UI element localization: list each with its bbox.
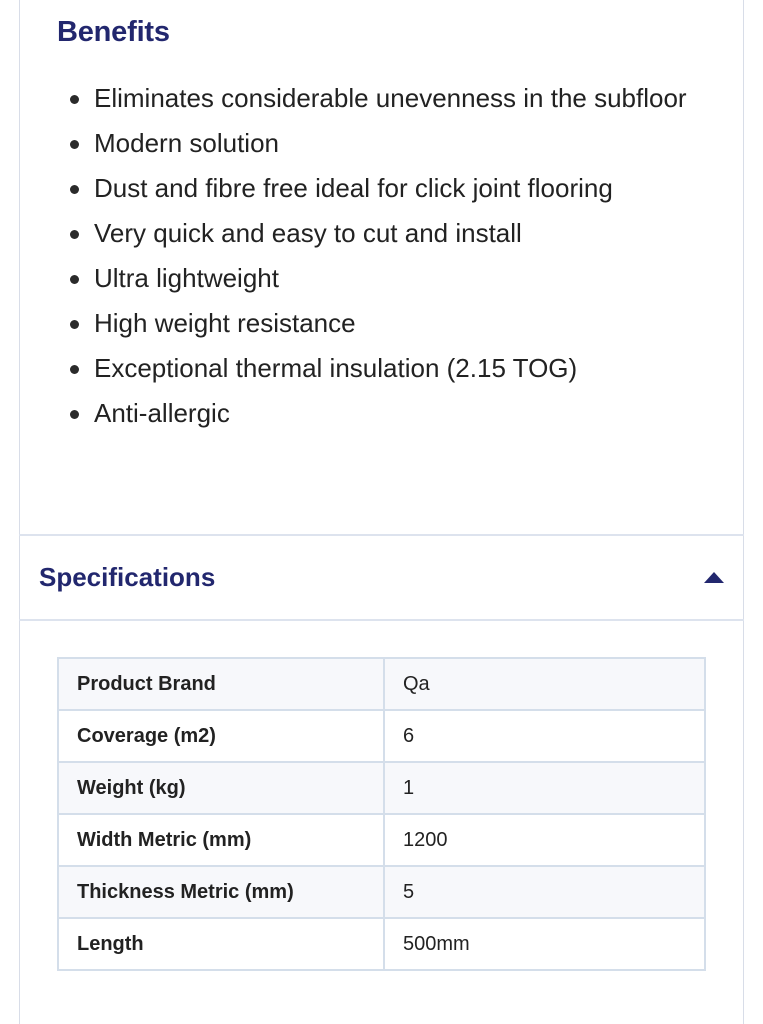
list-item xyxy=(70,346,710,391)
benefit-text: Very quick and easy to cut and install xyxy=(94,218,522,248)
specifications-accordion-header[interactable] xyxy=(19,536,743,619)
spec-label: Length xyxy=(58,918,384,970)
benefits-heading: Benefits xyxy=(57,16,170,48)
bullet-icon xyxy=(70,410,79,419)
spec-label: Product Brand xyxy=(58,658,384,710)
table-row xyxy=(58,866,705,918)
panel-left-border xyxy=(19,0,20,1024)
spec-label: Width Metric (mm) xyxy=(58,814,384,866)
bullet-icon xyxy=(70,365,79,374)
list-item xyxy=(70,256,710,301)
benefit-text: Eliminates considerable unevenness in the subfloor xyxy=(94,83,687,113)
spec-value: 1200 xyxy=(384,814,705,866)
list-item xyxy=(70,121,710,166)
benefit-text: High weight resistance xyxy=(94,308,356,338)
spec-label: Weight (kg) xyxy=(58,762,384,814)
specifications-heading: Specifications xyxy=(39,562,216,592)
benefit-text: Modern solution xyxy=(94,128,279,158)
benefit-text: Ultra lightweight xyxy=(94,263,279,293)
spec-value: 5 xyxy=(384,866,705,918)
benefit-text: Dust and fibre free ideal for click joint flooring xyxy=(94,173,613,203)
table-row xyxy=(58,658,705,710)
spec-label: Coverage (m2) xyxy=(58,710,384,762)
specifications-table xyxy=(57,657,706,971)
table-row xyxy=(58,710,705,762)
benefit-text: Anti-allergic xyxy=(94,398,230,428)
caret-up-icon[interactable] xyxy=(704,572,724,583)
table-row xyxy=(58,762,705,814)
list-item xyxy=(70,391,710,436)
spec-value: Qa xyxy=(384,658,705,710)
panel-right-border xyxy=(743,0,744,1024)
table-row xyxy=(58,918,705,970)
list-item xyxy=(70,76,710,121)
list-item xyxy=(70,301,710,346)
spec-value: 1 xyxy=(384,762,705,814)
bullet-icon xyxy=(70,140,79,149)
bullet-icon xyxy=(70,275,79,284)
spec-value: 500mm xyxy=(384,918,705,970)
list-item xyxy=(70,211,710,256)
spec-label: Thickness Metric (mm) xyxy=(58,866,384,918)
bullet-icon xyxy=(70,95,79,104)
spec-value: 6 xyxy=(384,710,705,762)
benefits-list xyxy=(70,76,710,436)
bullet-icon xyxy=(70,230,79,239)
benefit-text: Exceptional thermal insulation (2.15 TOG) xyxy=(94,353,578,383)
bullet-icon xyxy=(70,185,79,194)
bullet-icon xyxy=(70,320,79,329)
list-item xyxy=(70,166,710,211)
table-row xyxy=(58,814,705,866)
section-divider xyxy=(19,619,744,621)
